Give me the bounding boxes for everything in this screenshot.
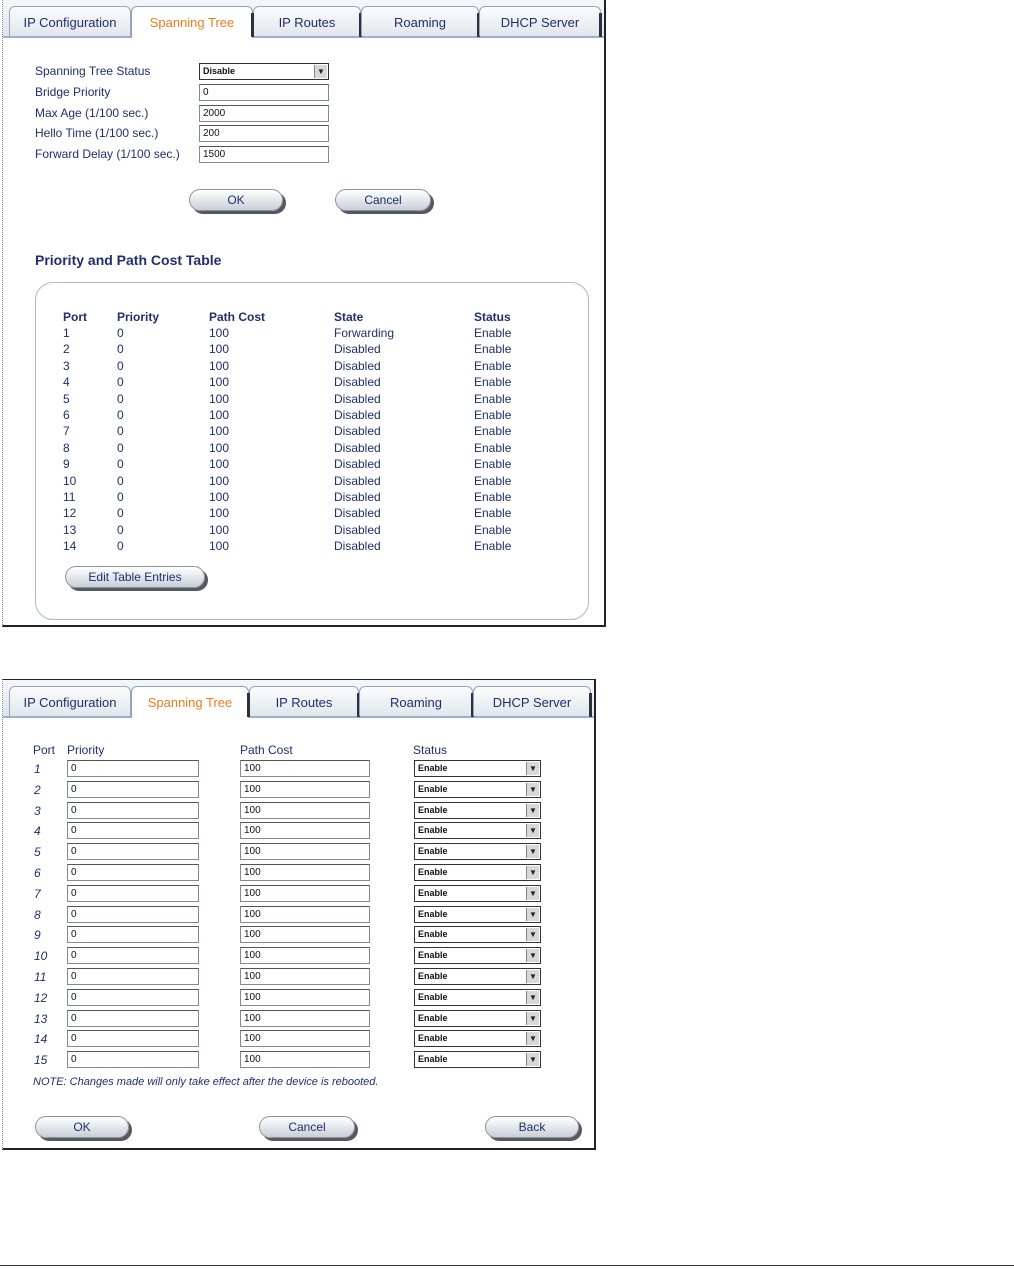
- table-cell: Enable: [474, 440, 512, 455]
- table-cell: 100: [209, 408, 230, 422]
- select-value: Enable: [418, 887, 448, 898]
- chevron-down-icon: ▼: [526, 1012, 539, 1025]
- table-cell: 12: [63, 506, 77, 521]
- table-cell: Disabled: [334, 457, 381, 472]
- table-cell: 0: [117, 391, 124, 406]
- path-cost-input[interactable]: 100: [240, 926, 370, 943]
- port-row: [3, 925, 594, 945]
- table-cell: Enable: [474, 375, 512, 390]
- path-cost-input[interactable]: 100: [240, 989, 370, 1006]
- chevron-down-icon: ▼: [526, 866, 539, 879]
- port-number: 13: [34, 1011, 48, 1026]
- table-cell: 0: [117, 358, 124, 373]
- status-select[interactable]: [414, 989, 541, 1006]
- table-row: [61, 342, 581, 358]
- chevron-down-icon: ▼: [526, 908, 539, 921]
- table-cell: Disabled: [334, 440, 381, 455]
- cancel-button[interactable]: Cancel: [259, 1116, 355, 1138]
- table-cell: 100: [209, 391, 230, 406]
- chevron-down-icon: ▼: [526, 991, 539, 1004]
- priority-input[interactable]: 0: [67, 968, 199, 985]
- table-cell: 0: [117, 440, 124, 455]
- ok-button[interactable]: OK: [189, 189, 283, 211]
- path-cost-input[interactable]: 100: [240, 822, 370, 839]
- table-cell: 0: [117, 424, 124, 439]
- table-row: [61, 474, 581, 490]
- cancel-button[interactable]: Cancel: [335, 189, 431, 211]
- cost-table-title: Priority and Path Cost Table: [35, 252, 222, 268]
- table-cell: Enable: [474, 358, 512, 373]
- table-cell: Forwarding: [334, 326, 395, 340]
- table-row: [61, 326, 581, 342]
- table-row: [61, 392, 581, 408]
- port-row: [3, 946, 594, 966]
- table-cell: Disabled: [334, 342, 381, 357]
- select-value: Enable: [418, 763, 448, 773]
- status-select[interactable]: [414, 926, 541, 943]
- priority-input[interactable]: 0: [67, 760, 199, 777]
- table-cell: 9: [63, 457, 70, 472]
- status-select[interactable]: [414, 1010, 541, 1027]
- table-cell: 100: [209, 440, 230, 455]
- path-cost-input[interactable]: 100: [240, 843, 370, 860]
- port-number: 4: [34, 824, 41, 839]
- path-cost-input[interactable]: 100: [240, 802, 370, 819]
- port-number: 9: [34, 928, 41, 943]
- table-row: [61, 506, 581, 522]
- status-column-header: Status: [413, 743, 448, 757]
- port-number: 2: [34, 782, 41, 797]
- table-cell: Disabled: [334, 506, 381, 521]
- tab-ip-configuration[interactable]: [9, 6, 131, 36]
- port-row: [3, 821, 594, 841]
- status-select[interactable]: [414, 947, 541, 964]
- table-cell: Disabled: [334, 391, 381, 406]
- table-cell: Enable: [474, 408, 512, 422]
- select-value: Enable: [418, 783, 448, 794]
- select-value: Enable: [418, 846, 448, 857]
- priority-column-header: Priority: [67, 743, 105, 757]
- table-row: [61, 457, 581, 473]
- tab-dhcp-server[interactable]: [479, 6, 601, 36]
- back-button[interactable]: Back: [485, 1116, 579, 1138]
- bridge-priority-input[interactable]: 0: [199, 84, 329, 101]
- table-row: [61, 375, 581, 391]
- path-cost-input[interactable]: 100: [240, 968, 370, 985]
- path-cost-input[interactable]: 100: [240, 906, 370, 923]
- column-header: Path Cost: [209, 310, 266, 324]
- priority-input[interactable]: 0: [67, 1010, 199, 1027]
- path-cost-input[interactable]: 100: [240, 947, 370, 964]
- chevron-down-icon: ▼: [526, 949, 539, 962]
- max-age-input[interactable]: 2000: [199, 105, 329, 122]
- table-cell: Enable: [474, 506, 512, 521]
- port-row: [3, 905, 594, 925]
- reboot-note: NOTE: Changes made will only take effect after the device is rebooted.: [33, 1076, 379, 1088]
- table-cell: 14: [63, 539, 77, 550]
- status-select[interactable]: [414, 1051, 541, 1068]
- table-row: [61, 539, 581, 550]
- select-value: Enable: [418, 971, 448, 981]
- table-cell: 0: [117, 522, 124, 537]
- priority-input[interactable]: 0: [67, 926, 199, 943]
- table-cell: Enable: [474, 326, 512, 340]
- status-select[interactable]: [414, 906, 541, 923]
- priority-input[interactable]: 0: [67, 864, 199, 881]
- port-number: 3: [34, 803, 41, 818]
- port-number: 1: [34, 762, 41, 776]
- priority-input[interactable]: 0: [67, 1030, 199, 1047]
- table-cell: 11: [63, 490, 76, 504]
- port-row: [3, 988, 594, 1008]
- table-cell: Enable: [474, 539, 512, 550]
- bridge-priority-label: Bridge Priority: [35, 85, 111, 99]
- tab-dhcp-server[interactable]: [473, 686, 591, 716]
- table-cell: Enable: [474, 473, 512, 488]
- table-cell: 100: [209, 424, 230, 439]
- tab-label: Spanning Tree: [149, 15, 235, 30]
- path-cost-input[interactable]: 100: [240, 760, 370, 777]
- port-row: [3, 780, 594, 800]
- cost-table: [61, 310, 581, 550]
- ok-button[interactable]: OK: [35, 1116, 129, 1138]
- table-cell: 7: [63, 424, 70, 439]
- table-cell: Disabled: [334, 358, 381, 373]
- status-select[interactable]: [414, 864, 541, 881]
- chevron-down-icon: ▼: [526, 1032, 539, 1045]
- forward-delay-label: Forward Delay (1/100 sec.): [35, 147, 180, 161]
- table-cell: Enable: [474, 424, 512, 439]
- table-cell: 2: [63, 342, 70, 357]
- column-header: Status: [474, 310, 511, 324]
- table-cell: 0: [117, 490, 124, 504]
- tab-label: IP Configuration: [23, 15, 117, 30]
- port-row: [3, 842, 594, 862]
- table-cell: Enable: [474, 342, 512, 357]
- table-cell: 5: [63, 391, 70, 406]
- table-cell: Disabled: [334, 539, 381, 550]
- priority-input[interactable]: 0: [67, 885, 199, 902]
- tab-label: IP Routes: [275, 695, 333, 710]
- table-cell: 8: [63, 440, 70, 455]
- port-row: [3, 1050, 594, 1070]
- table-cell: Disabled: [334, 375, 381, 390]
- table-cell: 4: [63, 375, 70, 390]
- select-value: Enable: [418, 867, 448, 877]
- tab-label: Roaming: [393, 15, 447, 30]
- hello-time-label: Hello Time (1/100 sec.): [35, 126, 159, 140]
- select-value: Enable: [418, 991, 448, 1002]
- select-value: Enable: [418, 825, 448, 836]
- select-value: Disable: [203, 66, 236, 76]
- table-cell: Disabled: [334, 490, 381, 504]
- table-cell: Enable: [474, 522, 512, 537]
- tab-roaming[interactable]: [361, 6, 479, 36]
- table-cell: 6: [63, 408, 70, 422]
- tab-label: Roaming: [389, 695, 443, 710]
- status-select[interactable]: [414, 822, 541, 839]
- tab-label: Spanning Tree: [147, 695, 233, 710]
- spanning-tree-status-select[interactable]: [199, 63, 329, 80]
- table-cell: 0: [117, 457, 124, 472]
- port-row: [3, 1029, 594, 1049]
- table-cell: Disabled: [334, 522, 381, 537]
- tab-spanning-tree[interactable]: [131, 6, 253, 38]
- table-cell: 13: [63, 522, 77, 537]
- table-cell: Enable: [474, 457, 512, 472]
- port-number: 11: [34, 970, 47, 984]
- table-cell: 100: [209, 457, 230, 472]
- select-value: Enable: [418, 1054, 448, 1065]
- table-cell: 100: [209, 522, 230, 537]
- chevron-down-icon: ▼: [526, 845, 539, 858]
- spanning-tree-settings-screen: [2, 0, 606, 627]
- port-row: [3, 759, 594, 779]
- chevron-down-icon: ▼: [526, 762, 539, 775]
- priority-input[interactable]: 0: [67, 843, 199, 860]
- path-cost-input[interactable]: 100: [240, 1051, 370, 1068]
- tab-spanning-tree[interactable]: [131, 686, 249, 718]
- table-cell: 0: [117, 506, 124, 521]
- table-row: [61, 490, 581, 506]
- spanning-tree-status-label: Spanning Tree Status: [35, 64, 151, 78]
- max-age-label: Max Age (1/100 sec.): [35, 106, 149, 120]
- tab-label: DHCP Server: [492, 695, 572, 710]
- select-value: Enable: [418, 908, 448, 919]
- table-cell: 100: [209, 375, 230, 390]
- tab-bar: [3, 0, 604, 38]
- table-cell: 0: [117, 342, 124, 357]
- select-value: Enable: [418, 804, 448, 815]
- tab-label: IP Routes: [278, 15, 336, 30]
- select-value: Enable: [418, 929, 448, 940]
- table-cell: 100: [209, 490, 230, 504]
- status-select[interactable]: [414, 843, 541, 860]
- table-cell: 10: [63, 473, 77, 488]
- table-header-row: [61, 310, 581, 326]
- table-cell: 0: [117, 539, 124, 550]
- port-number: 15: [34, 1053, 48, 1068]
- table-cell: 1: [63, 326, 70, 340]
- table-row: [61, 408, 581, 424]
- table-cell: Enable: [474, 391, 512, 406]
- column-header: Priority: [117, 310, 160, 324]
- status-select[interactable]: [414, 760, 541, 777]
- page-divider: [0, 1265, 1014, 1266]
- chevron-down-icon: ▼: [526, 970, 539, 983]
- table-cell: Enable: [474, 490, 512, 504]
- table-cell: 0: [117, 473, 124, 488]
- priority-input[interactable]: 0: [67, 1051, 199, 1068]
- table-cell: 0: [117, 375, 124, 390]
- port-row: [3, 884, 594, 904]
- chevron-down-icon: ▼: [526, 783, 539, 796]
- path-cost-input[interactable]: 100: [240, 1010, 370, 1027]
- port-number: 12: [34, 990, 48, 1005]
- table-row: [61, 441, 581, 457]
- priority-input[interactable]: 0: [67, 906, 199, 923]
- chevron-down-icon: ▼: [526, 824, 539, 837]
- port-row: [3, 1009, 594, 1029]
- table-cell: Disabled: [334, 424, 381, 439]
- tab-bar: [3, 680, 594, 718]
- table-cell: Disabled: [334, 473, 381, 488]
- table-cell: 100: [209, 342, 230, 357]
- tab-ip-configuration[interactable]: [9, 686, 131, 716]
- priority-input[interactable]: 0: [67, 947, 199, 964]
- path-cost-input[interactable]: 100: [240, 781, 370, 798]
- edit-table-entries-button[interactable]: Edit Table Entries: [65, 566, 205, 588]
- table-cell: 100: [209, 539, 230, 550]
- path-cost-input[interactable]: 100: [240, 864, 370, 881]
- table-row: [61, 359, 581, 375]
- tab-ip-routes[interactable]: [249, 686, 359, 716]
- select-value: Enable: [418, 1012, 448, 1023]
- priority-input[interactable]: 0: [67, 822, 199, 839]
- port-row: [3, 967, 594, 987]
- table-cell: 100: [209, 358, 230, 373]
- status-select[interactable]: [414, 968, 541, 985]
- chevron-down-icon: ▼: [526, 928, 539, 941]
- table-cell: 0: [117, 408, 124, 422]
- port-number: 14: [34, 1032, 48, 1047]
- priority-input[interactable]: 0: [67, 781, 199, 798]
- forward-delay-input[interactable]: 1500: [199, 146, 329, 163]
- path-cost-input[interactable]: 100: [240, 885, 370, 902]
- port-number: 10: [34, 949, 48, 964]
- table-cell: 3: [63, 358, 70, 373]
- select-value: Enable: [418, 950, 448, 961]
- chevron-down-icon: ▼: [314, 65, 327, 78]
- tab-ip-routes[interactable]: [253, 6, 361, 36]
- edit-table-entries-screen: [2, 679, 596, 1150]
- priority-input[interactable]: 0: [67, 989, 199, 1006]
- port-column-header: Port: [33, 743, 56, 757]
- hello-time-input[interactable]: 200: [199, 125, 329, 142]
- table-cell: 100: [209, 326, 230, 340]
- tab-label: DHCP Server: [500, 15, 580, 30]
- table-row: [61, 424, 581, 440]
- column-header: State: [334, 310, 364, 324]
- priority-input[interactable]: 0: [67, 802, 199, 819]
- port-row: [3, 863, 594, 883]
- table-cell: 100: [209, 473, 230, 488]
- status-select[interactable]: [414, 781, 541, 798]
- status-select[interactable]: [414, 885, 541, 902]
- port-number: 5: [34, 845, 41, 860]
- port-row: [3, 801, 594, 821]
- status-select[interactable]: [414, 802, 541, 819]
- select-value: Enable: [418, 1033, 448, 1044]
- path-cost-column-header: Path Cost: [240, 743, 293, 757]
- chevron-down-icon: ▼: [526, 804, 539, 817]
- chevron-down-icon: ▼: [526, 887, 539, 900]
- port-number: 7: [34, 886, 41, 901]
- port-number: 6: [34, 866, 41, 880]
- chevron-down-icon: ▼: [526, 1053, 539, 1066]
- status-select[interactable]: [414, 1030, 541, 1047]
- port-number: 8: [34, 907, 41, 922]
- table-cell: Disabled: [334, 408, 381, 422]
- column-header: Port: [63, 310, 87, 324]
- path-cost-input[interactable]: 100: [240, 1030, 370, 1047]
- tab-label: IP Configuration: [23, 695, 117, 710]
- table-cell: 100: [209, 506, 230, 521]
- table-row: [61, 523, 581, 539]
- table-cell: 0: [117, 326, 124, 340]
- tab-roaming[interactable]: [359, 686, 473, 716]
